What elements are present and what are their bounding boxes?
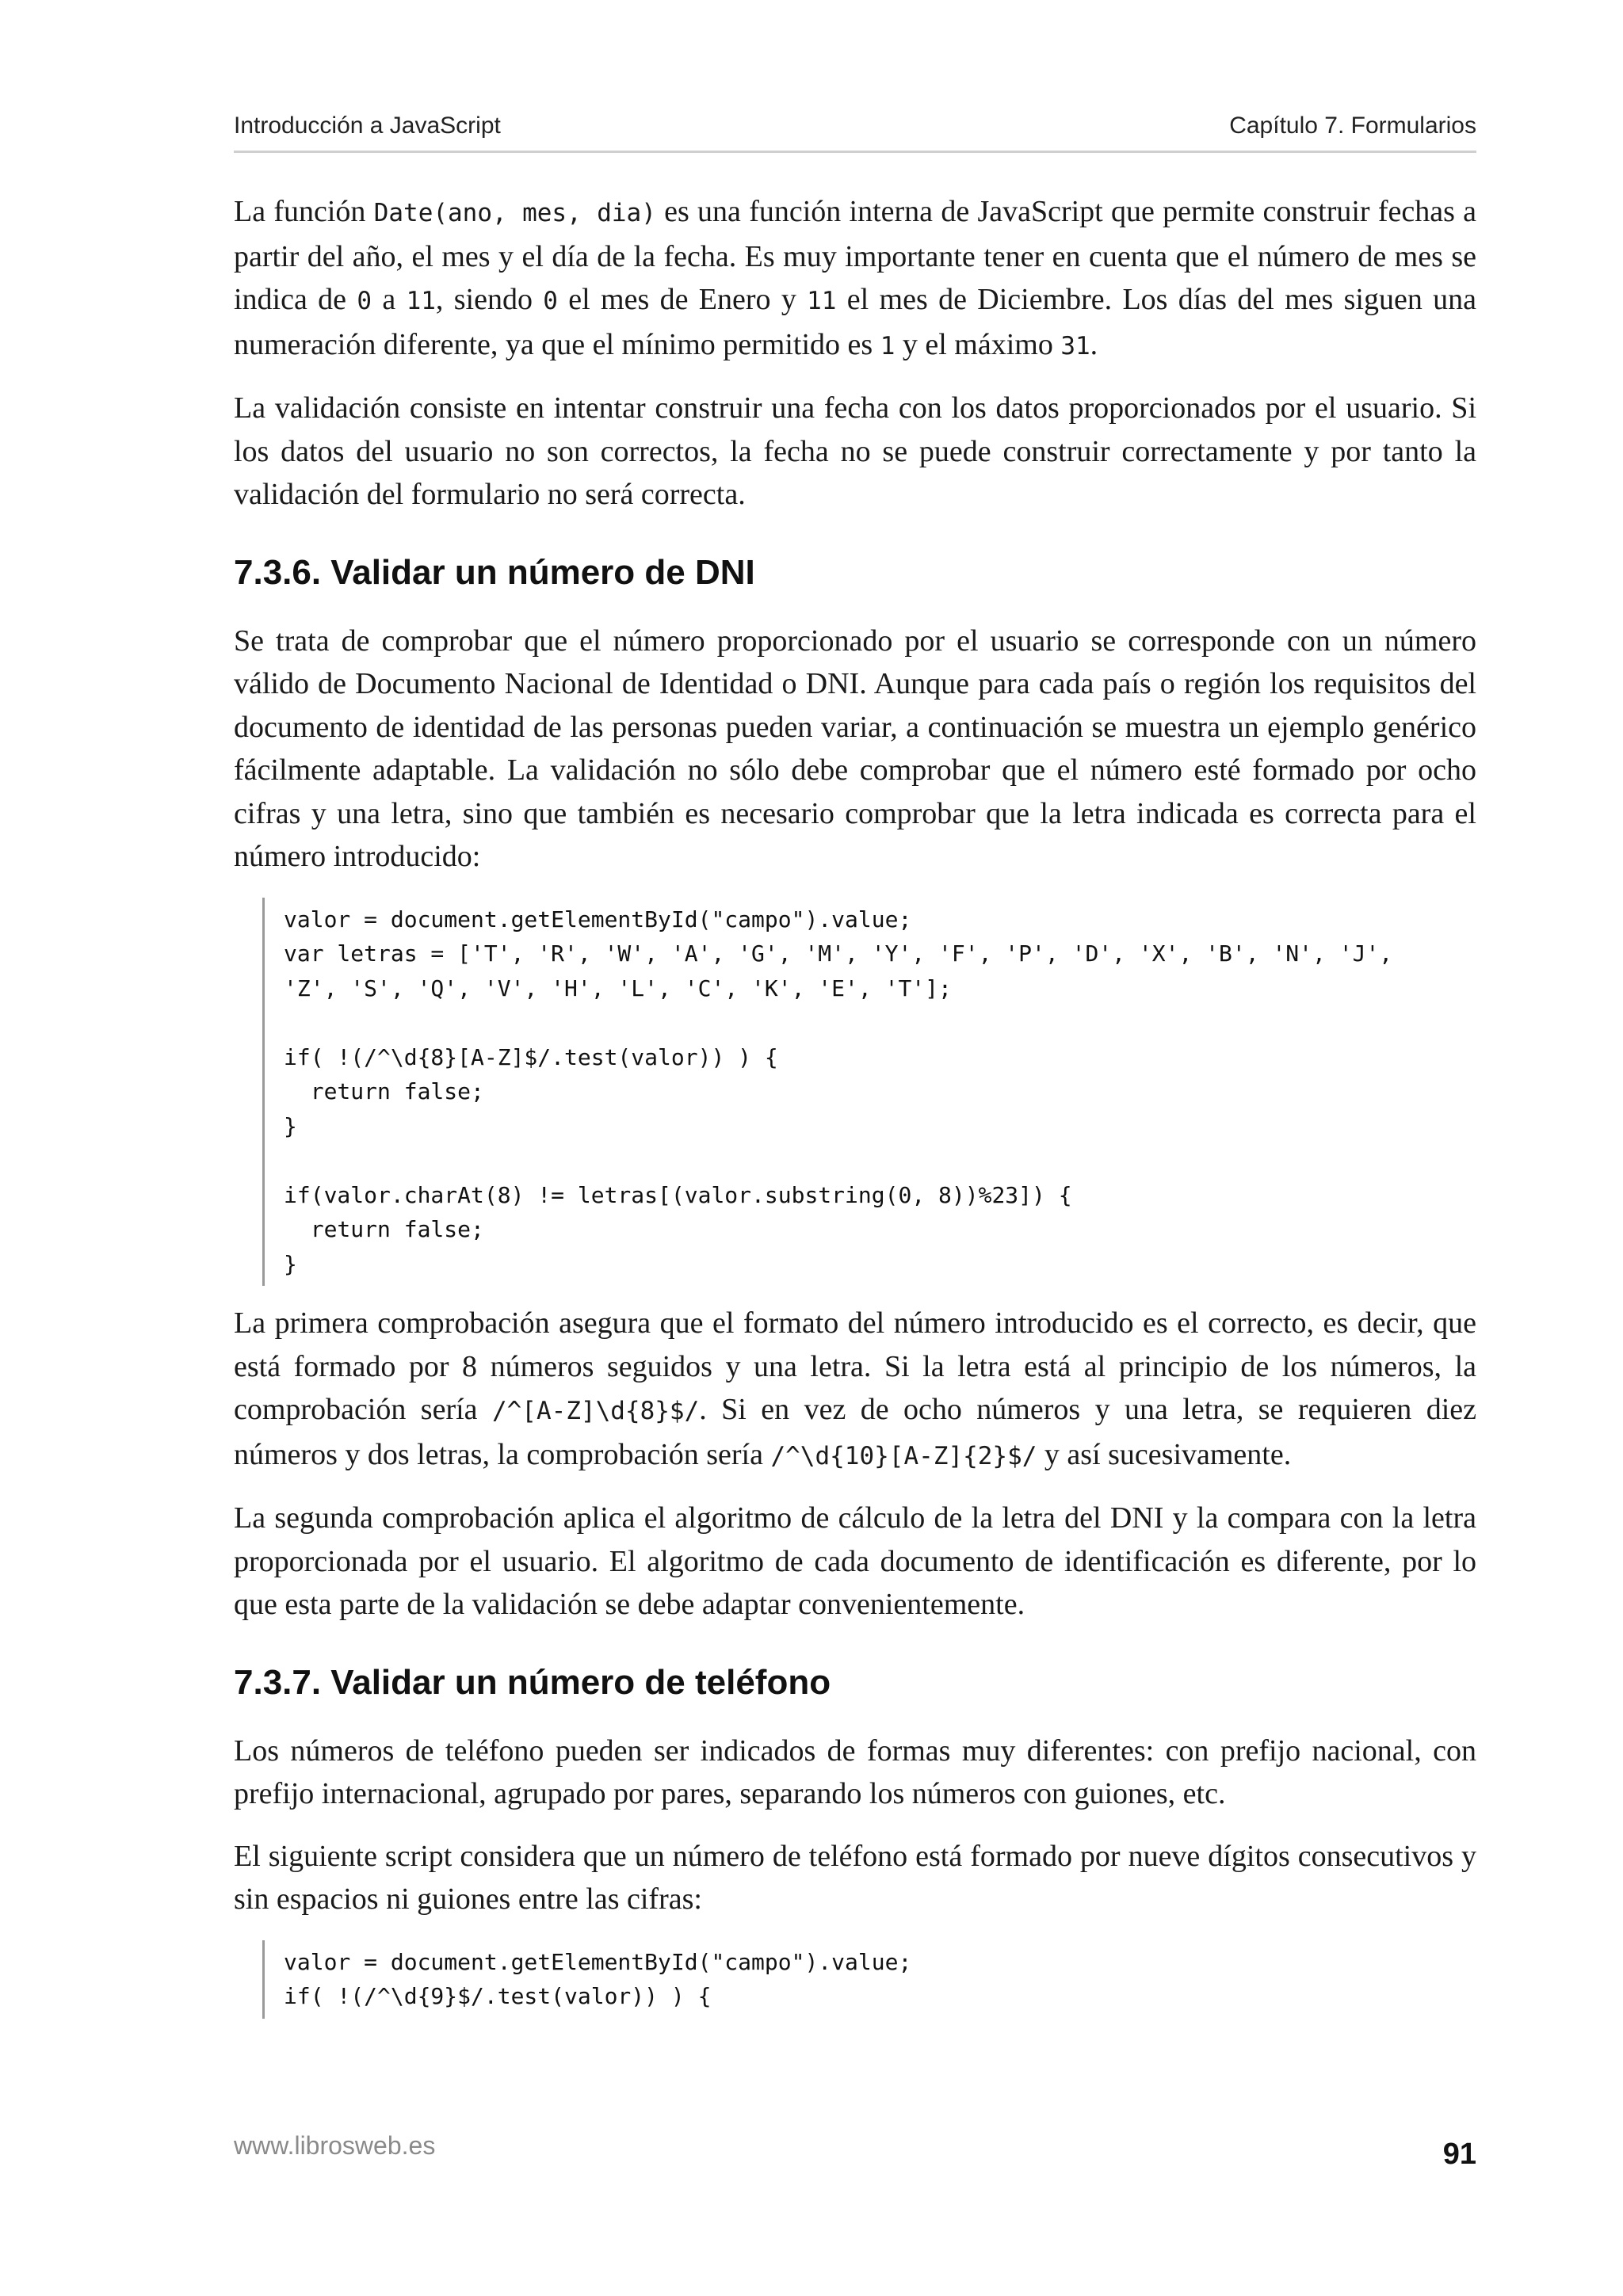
page-content xyxy=(234,190,1476,2035)
text-run: La validación consiste en intentar construir una fecha con los datos proporcionados por el usuario. Si los datos del usuario no son correctos, la fecha no se puede construir correctamente y por tanto la validación del formulario no será correcta. xyxy=(234,391,1476,511)
text-run: el mes de Diciembre. Los días del mes siguen una numeración diferente, ya que el mínimo permitido es xyxy=(234,283,1477,361)
inline-code: /^[A-Z]\d{8}$/ xyxy=(491,1397,700,1425)
inline-code: /^\d{10}[A-Z]{2}$/ xyxy=(770,1441,1037,1470)
paragraph-phone-script xyxy=(234,1835,1476,1921)
heading-validar-telefono: 7.3.7. Validar un número de teléfono xyxy=(234,1662,831,1702)
book-title: Introducción a JavaScript xyxy=(234,113,501,139)
text-run: el mes de Enero y xyxy=(557,283,808,316)
text-run: La primera comprobación asegura que el formato del número introducido es el correcto, es decir, que está formado por 8 números seguidos y una letra. Si la letra está al principio de los números, la comprobación sería xyxy=(234,1306,1476,1426)
inline-code: 31 xyxy=(1060,331,1090,360)
page-number: 91 xyxy=(1442,2138,1476,2171)
running-header xyxy=(234,109,1476,153)
text-run: La función xyxy=(234,195,374,228)
paragraph-second-check xyxy=(234,1497,1476,1627)
paragraph-date-function xyxy=(234,190,1476,368)
text-run: Los números de teléfono pueden ser indicados de formas muy diferentes: con prefijo nacional, con prefijo internacional, agrupado por pares, separando los números con guiones, etc. xyxy=(234,1733,1476,1810)
inline-code: 11 xyxy=(807,287,837,315)
paragraph-date-validation xyxy=(234,387,1476,517)
footer-url: www.librosweb.es xyxy=(234,2131,436,2160)
heading-validar-dni: 7.3.6. Validar un número de DNI xyxy=(234,552,755,592)
text-run: . xyxy=(1090,327,1098,361)
code-block-phone: valor = document.getElementById("campo").value; if( !(/^\d{9}$/.test(valor)) ) { xyxy=(262,1940,1476,2019)
text-run: y el máximo xyxy=(895,327,1061,361)
chapter-title: Capítulo 7. Formularios xyxy=(1229,113,1476,139)
inline-code: 0 xyxy=(357,287,372,315)
inline-code: 11 xyxy=(406,287,436,315)
paragraph-phone-formats xyxy=(234,1730,1476,1816)
code-block-dni: valor = document.getElementById("campo").value; var letras = ['T', 'R', 'W', 'A', 'G', 'M', 'Y', 'F', 'P', 'D', 'X', 'B', 'N', 'J', 'Z', 'S', 'Q', 'V', 'H', 'L', 'C', 'K', 'E', 'T']; if( !(/^\d{8}[A-Z]$/.test(valor)) ) { return false; } if(valor.charAt(8) != letras[(valor.substring(0, 8))%23]) { return false; } xyxy=(262,898,1476,1287)
inline-code: Date(ano, mes, dia) xyxy=(373,199,656,227)
text-run: . Si en vez de ocho números y una letra, se requieren diez números y dos letras, la comprobación sería xyxy=(234,1393,1476,1471)
text-run: es una función interna de JavaScript que permite construir fechas a partir del año, el mes y el día de la fecha. Es muy importante tener en cuenta que el número de mes se indica de xyxy=(234,195,1477,316)
paragraph-dni-intro xyxy=(234,620,1476,879)
text-run: La segunda comprobación aplica el algoritmo de cálculo de la letra del DNI y la compara con la letra proporcionada por el usuario. El algoritmo de cada documento de identificación es diferente, por lo que esta parte de la validación se debe adaptar convenientemente. xyxy=(234,1501,1476,1621)
text-run: , siendo xyxy=(435,283,544,316)
text-run: y así sucesivamente. xyxy=(1037,1437,1292,1471)
paragraph-first-check xyxy=(234,1302,1476,1478)
inline-code: 0 xyxy=(543,287,558,315)
inline-code: 1 xyxy=(880,331,896,360)
text-run: El siguiente script considera que un número de teléfono está formado por nueve dígitos consecutivos y sin espacios ni guiones entre las cifras: xyxy=(234,1839,1476,1916)
text-run: a xyxy=(372,283,407,316)
text-run: Se trata de comprobar que el número proporcionado por el usuario se corresponde con un número válido de Documento Nacional de Identidad o DNI. Aunque para cada país o región los requisitos del documento de identidad de las personas pueden variar, a continuación se muestra un ejemplo genérico fácilmente adaptable. La validación no sólo debe comprobar que el número esté formado por ocho cifras y una letra, sino que también es necesario comprobar que la letra indicada es correcta para el número introducido: xyxy=(234,624,1476,873)
